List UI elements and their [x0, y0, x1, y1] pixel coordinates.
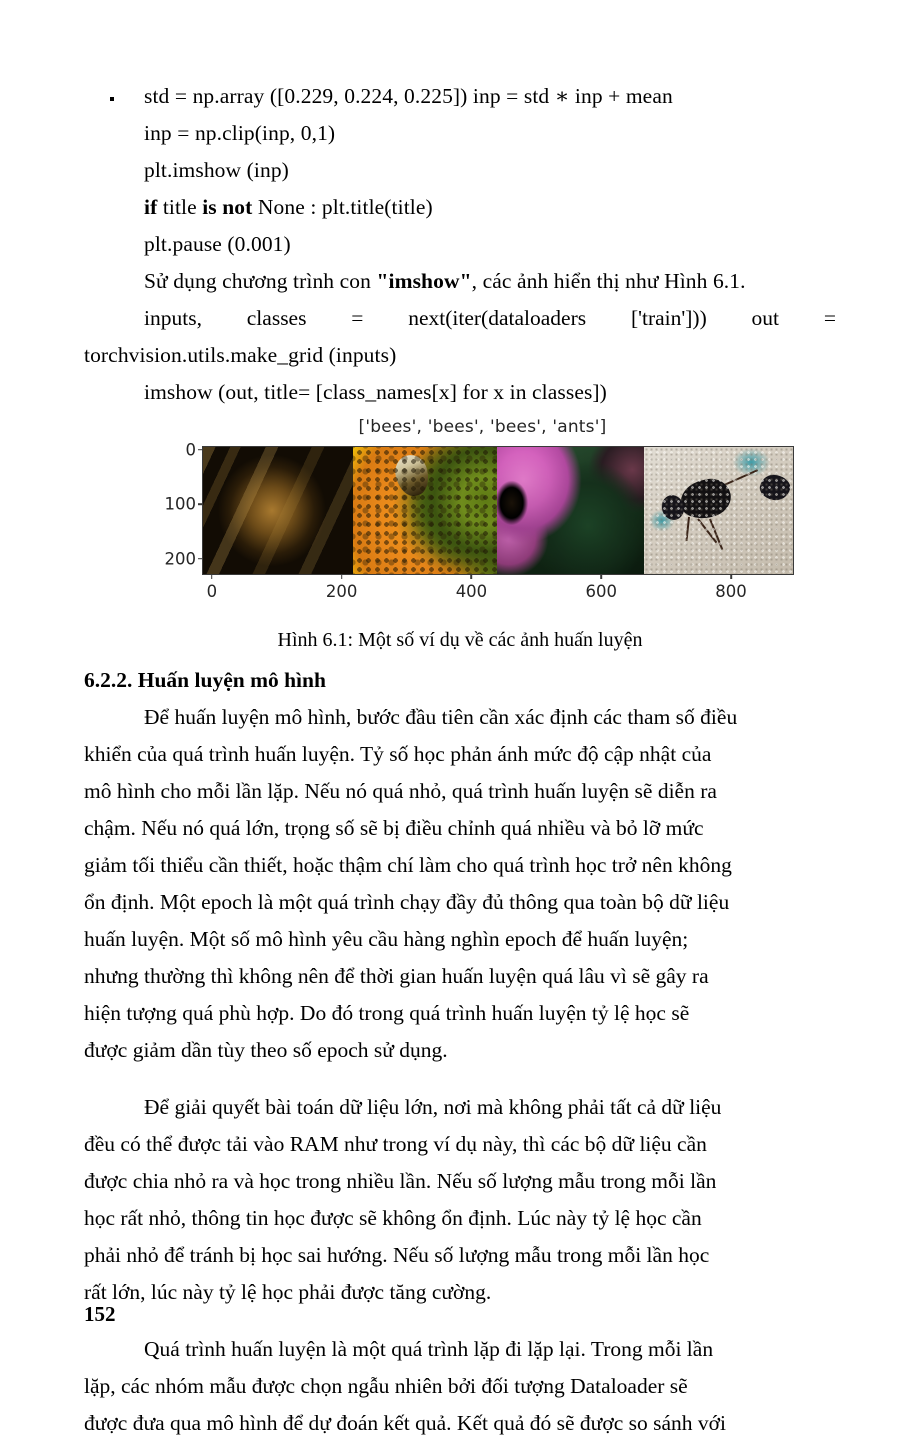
code2-line-2: torchvision.utils.make_grid (inputs) [84, 343, 397, 367]
p1-line-8: nhưng thường thì không nên để thời gian huấn luyện quá lâu vì sẽ gây ra [84, 964, 709, 988]
x-tick-mark [471, 574, 473, 579]
p1-line-5: giảm tối thiểu cần thiết, hoặc thậm chí làm cho quá trình học trở nên không [84, 853, 732, 877]
code-line-5: plt.pause (0.001) [144, 232, 291, 256]
y-tick-label-100: 100 [164, 494, 196, 514]
y-tick-mark [198, 449, 203, 451]
code2-line-3: imshow (out, title= [class_names[x] for x in classes]) [144, 380, 607, 404]
x-tick-label-400: 400 [455, 582, 488, 601]
p1-line-2: khiển của quá trình huấn luyện. Tỷ số học phản ánh mức độ cập nhật của [84, 742, 712, 766]
code-line-4 [84, 189, 836, 226]
code2-word-5: out [751, 306, 780, 330]
x-tick-label-0: 0 [206, 582, 218, 601]
square-bullet-icon [110, 97, 114, 101]
code2-word-0: inputs, [144, 306, 202, 330]
ant-antenna-icon [721, 469, 757, 487]
plot-axes [164, 440, 794, 601]
ant-leg-icon [709, 519, 723, 550]
keyword-is-not: is not [202, 195, 253, 219]
ant-leg-icon [697, 518, 717, 543]
code2-word-3: next(iter(dataloaders [408, 306, 587, 330]
p3-line-1-text: Quá trình huấn luyện là một quá trình lặp đi lặp lại. Trong mỗi lần [144, 1337, 714, 1361]
ant-body-shape [677, 475, 734, 523]
p1-line-6: ổn định. Một epoch là một quá trình chạy đầy đủ thông qua toàn bộ dữ liệu [84, 890, 730, 914]
paragraph-2 [84, 1089, 836, 1311]
code-line-1: std = np.array ([0.229, 0.224, 0.225]) inp = std ∗ inp + mean [144, 84, 673, 108]
p1-line-1 [84, 699, 836, 736]
x-tick-mark [600, 574, 602, 579]
p2-line-4: học rất nhỏ, thông tin học được sẽ không ổn định. Lúc này tỷ lệ học cần [84, 1206, 702, 1230]
section-heading-6-2-2: 6.2.2. Huấn luyện mô hình [84, 668, 326, 692]
plot-title: ['bees', 'bees', 'bees', 'ants'] [358, 417, 607, 437]
ant-leg-icon [685, 516, 689, 540]
p2-line-3: được chia nhỏ ra và học trong nhiều lần. Nếu số lượng mẫu trong mỗi lần [84, 1169, 717, 1193]
p1-line-4: chậm. Nếu nó quá lớn, trọng số sẽ bị điều chỉnh quá nhiều và bỏ lỡ mức [84, 816, 704, 840]
x-tick-mark [730, 574, 732, 579]
page-number: 152 [84, 1302, 116, 1326]
code-line-4-title: title [157, 195, 203, 219]
image-tile-sunflower-bee [353, 447, 497, 574]
code2-word-2: = [351, 306, 364, 330]
x-tick-label-200: 200 [325, 582, 358, 601]
p2-line-2: đều có thể được tải vào RAM như trong ví dụ này, thì các bộ dữ liệu cần [84, 1132, 707, 1156]
second-ant-shape [758, 472, 792, 503]
y-tick-label-200: 200 [164, 549, 196, 569]
code2-line-1 [84, 300, 836, 337]
figure-caption: Hình 6.1: Một số ví dụ về các ảnh huấn luyện [277, 629, 643, 651]
y-tick-mark [198, 558, 203, 560]
code2-word-1: classes [246, 306, 307, 330]
x-tick-label-800: 800 [715, 582, 747, 601]
code2-word-4: ['train'])) [630, 306, 707, 330]
p1-line-10: được giảm dần tùy theo số epoch sử dụng. [84, 1038, 448, 1062]
x-tick-mark [211, 574, 213, 579]
image-tile-pink-flower-bee [497, 447, 645, 574]
p1-line-9: hiện tượng quá phù hợp. Do đó trong quá trình huấn luyện tỷ lệ học sẽ [84, 1001, 690, 1025]
figure-6-1 [84, 417, 836, 617]
p1-line-1-text: Để huấn luyện mô hình, bước đầu tiên cần xác định các tham số điều [144, 705, 738, 729]
p2-line-5: phải nhỏ để tránh bị học sai hướng. Nếu số lượng mẫu trong mỗi lần học [84, 1243, 710, 1267]
page-content [84, 78, 836, 1442]
p2-line-6: rất lớn, lúc này tỷ lệ học phải được tăng cường. [84, 1280, 492, 1304]
p1-line-7: huấn luyện. Một số mô hình yêu cầu hàng nghìn epoch để huấn luyện; [84, 927, 689, 951]
y-tick-label-0: 0 [185, 440, 196, 460]
paragraph-spacer [84, 1069, 836, 1087]
image-tile-ant-on-sand [644, 447, 793, 574]
p2-line-1-text: Để giải quyết bài toán dữ liệu lớn, nơi mà không phải tất cả dữ liệu [144, 1095, 722, 1119]
imshow-note-suffix: , các ảnh hiển thị như Hình 6.1. [471, 269, 746, 293]
p1-line-3: mô hình cho mỗi lần lặp. Nếu nó quá nhỏ, quá trình huấn luyện sẽ diễn ra [84, 779, 717, 803]
imshow-note [84, 263, 836, 300]
paragraph-spacer [84, 1311, 836, 1329]
image-tile-bee-closeup [203, 447, 353, 574]
imshow-note-quoted: "imshow" [376, 269, 472, 293]
code2-word-6: = [823, 306, 836, 330]
code-line-4-rest: None : plt.title(title) [252, 195, 433, 219]
ant-head-shape [659, 492, 688, 523]
p3-line-2: lặp, các nhóm mẫu được chọn ngẫu nhiên bởi đối tượng Dataloader sẽ [84, 1374, 688, 1398]
p3-line-3: được đưa qua mô hình để dự đoán kết quả. Kết quả đó sẽ được so sánh với [84, 1411, 726, 1435]
p2-line-1 [84, 1089, 836, 1126]
bee-shape [392, 451, 433, 498]
x-tick-mark [341, 574, 343, 579]
y-tick-mark [198, 503, 203, 505]
matplotlib-figure [164, 417, 795, 613]
code-line-3: plt.imshow (inp) [144, 158, 289, 182]
paragraph-3 [84, 1331, 836, 1442]
imshow-note-prefix: Sử dụng chương trình con [144, 269, 377, 293]
paragraph-1 [84, 699, 836, 1069]
code-block-imshow [84, 78, 836, 263]
code-line-2: inp = np.clip(inp, 0,1) [144, 121, 336, 145]
keyword-if: if [144, 195, 158, 219]
p3-line-1 [84, 1331, 836, 1368]
x-tick-label-600: 600 [585, 582, 617, 601]
